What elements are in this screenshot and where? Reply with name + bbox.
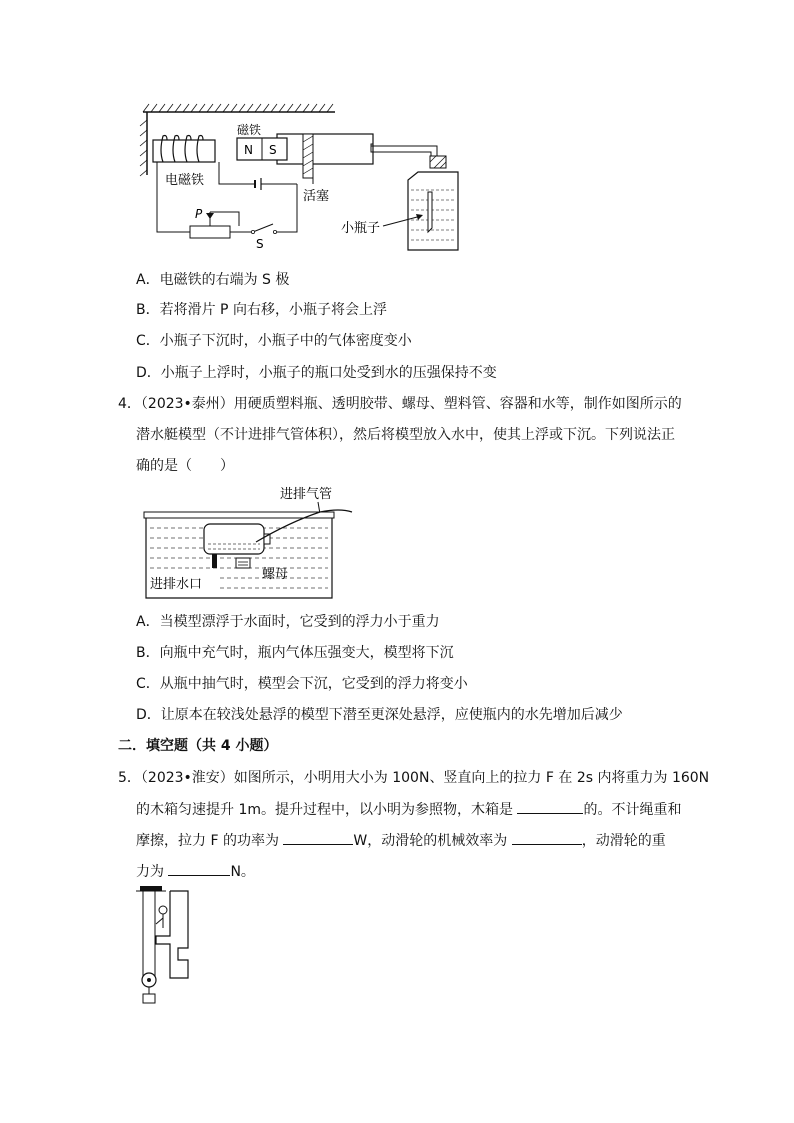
nut-label: 螺母 — [262, 567, 289, 582]
q4-option-a: A．当模型漂浮于水面时，它受到的浮力小于重力 — [136, 614, 440, 630]
q5-line2-text-b: 的。不计绳重和 — [583, 802, 682, 818]
q5-blank-4[interactable] — [168, 861, 230, 876]
q5-line4-text-b: N。 — [230, 864, 255, 880]
q5-stem-line-1: 5．（2023•淮安）如图所示，小明用大小为 100N、竖直向上的拉力 F 在 2s 内将重力为 160N — [118, 770, 710, 786]
magnet-north-label: N — [244, 143, 253, 157]
q3-option-b: B．若将滑片 P 向右移，小瓶子将会上浮 — [136, 302, 387, 318]
q4-stem-line-2: 潜水艇模型（不计进排气管体积），然后将模型放入水中，使其上浮或下沉。下列说法正 — [136, 427, 675, 443]
q5-line3-text-b: W，动滑轮的机械效率为 — [353, 833, 512, 849]
q5-line3-text-c: ，动滑轮的重 — [581, 833, 666, 849]
magnet-label: 磁铁 — [237, 123, 262, 137]
electromagnet-label: 电磁铁 — [165, 173, 205, 188]
q3-option-c: C．小瓶子下沉时，小瓶子中的气体密度变小 — [136, 333, 412, 349]
piston-label: 活塞 — [303, 189, 330, 204]
q5-stem-line-3 — [136, 830, 666, 851]
section-2-heading: 二．填空题（共 4 小题） — [118, 738, 278, 754]
q3-option-d: D．小瓶子上浮时，小瓶子的瓶口处受到水的压强保持不变 — [136, 365, 497, 381]
q4-stem-line-3: 确的是（ ） — [136, 458, 234, 474]
q5-stem-line-4 — [136, 861, 255, 882]
q5-stem-line-2 — [136, 799, 681, 820]
pulley-figure — [130, 884, 220, 1010]
q5-blank-2[interactable] — [283, 830, 353, 845]
q4-option-d: D．让原本在较浅处悬浮的模型下潜至更深处悬浮，应使瓶内的水先增加后减少 — [136, 707, 623, 723]
q5-blank-3[interactable] — [512, 830, 582, 845]
q4-option-b: B．向瓶中充气时，瓶内气体压强变大，模型将下沉 — [136, 645, 454, 661]
q5-line4-text-a: 力为 — [136, 864, 169, 880]
q5-blank-1[interactable] — [517, 799, 583, 814]
magnet-south-label: S — [269, 143, 277, 157]
electromagnet-figure — [135, 100, 475, 260]
water-port-label: 进排水口 — [150, 577, 203, 592]
slider-label: P — [195, 207, 203, 221]
submarine-model-figure — [140, 482, 360, 602]
small-bottle-label: 小瓶子 — [341, 221, 381, 236]
switch-label: S — [256, 237, 264, 251]
air-tube-label: 进排气管 — [280, 487, 333, 502]
q4-option-c: C．从瓶中抽气时，模型会下沉，它受到的浮力将变小 — [136, 676, 468, 692]
q4-stem-line-1: 4．（2023•泰州）用硬质塑料瓶、透明胶带、螺母、塑料管、容器和水等，制作如图所示的 — [118, 396, 682, 412]
q5-line3-text-a: 摩擦，拉力 F 的功率为 — [136, 833, 284, 849]
q3-option-a: A．电磁铁的右端为 S 极 — [136, 272, 290, 288]
q5-line2-text-a: 的木箱匀速提升 1m。提升过程中，以小明为参照物，木箱是 — [136, 802, 518, 818]
